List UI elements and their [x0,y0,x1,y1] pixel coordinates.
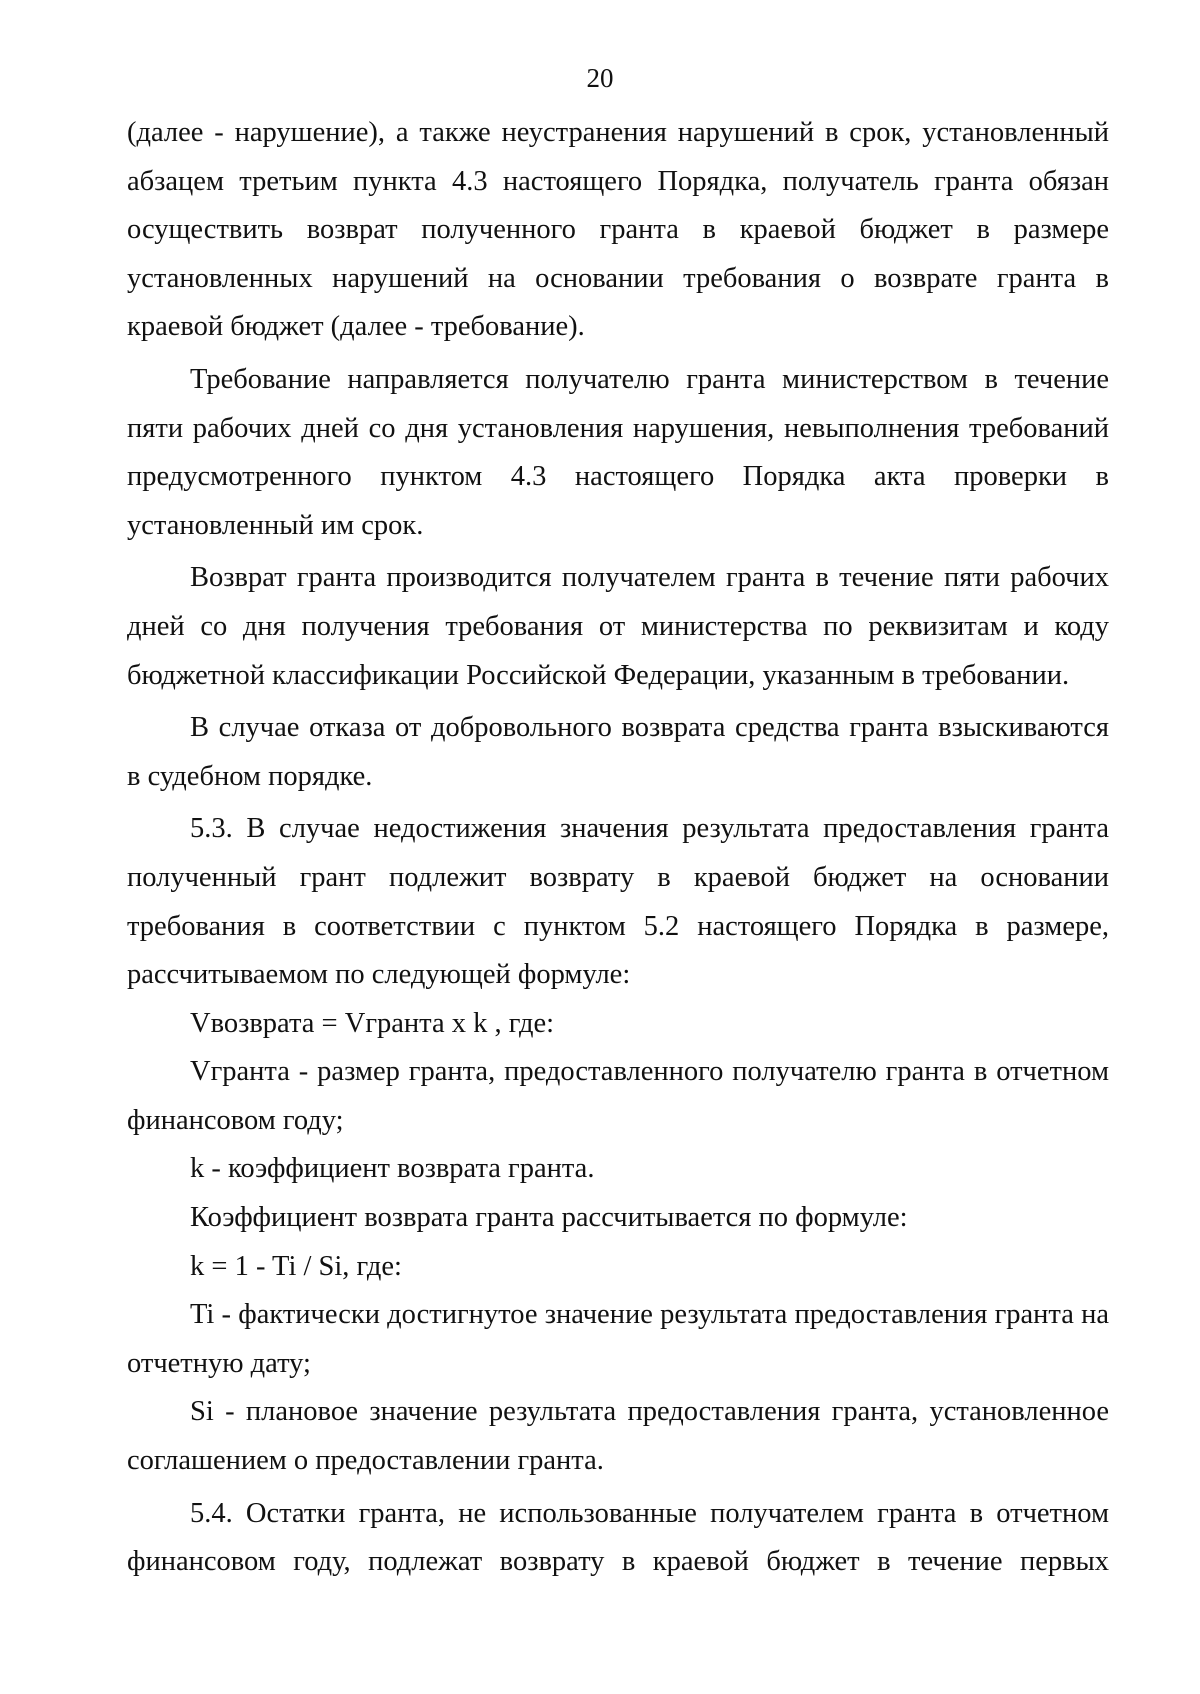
formula-coefficient: k = 1 - Ti / Si, где: [190,1250,402,1282]
definition-si: Si - плановое значение результата предоставления гранта, установленное соглашением о предоставлении гранта. [127,1396,1109,1477]
definition-grant-amount: Vгранта - размер гранта, предоставленного получателю гранта в отчетном финансовом году; [127,1056,1109,1136]
paragraph-grant-return-terms: Возврат гранта производится получателем гранта в течение пяти рабочих дней со дня получения требования от министерства по реквизитам и коду бюджетной классификации Российской Федерации, указанным в требовании. [127,562,1109,691]
page-number: 20 [586,63,614,93]
paragraph-coefficient-formula-intro: Коэффициент возврата гранта рассчитывается по формуле: [190,1202,908,1234]
paragraph-violation-return: (далее - нарушение), а также неустранения нарушений в срок, установленный абзацем третьим пункта 4.3 настоящего Порядка, получатель гранта обязан осуществить возврат полученного гранта в краевой бюджет в размере установленных нарушений на основании требования о возврате гранта в краевой бюджет (далее - требование). [127,117,1109,343]
definition-k: k - коэффициент возврата гранта. [190,1153,595,1185]
paragraph-judicial-recovery: В случае отказа от добровольного возврата средства гранта взыскиваются в судебном порядке. [127,712,1109,792]
formula-return-amount: Vвозврата = Vгранта x k , где: [190,1007,555,1039]
document-body [127,109,1109,1587]
paragraph-5-4: 5.4. Остатки гранта, не использованные получателем гранта в отчетном финансовом году, подлежат возврату в краевой бюджет в течение первых [127,1497,1109,1578]
definition-ti: Ti - фактически достигнутое значение результата предоставления гранта на отчетную дату; [127,1299,1109,1379]
paragraph-requirement-sending: Требование направляется получателю гранта министерством в течение пяти рабочих дней со дня установления нарушения, невыполнения требований предусмотренного пунктом 4.3 настоящего Порядка акта проверки в установленный им срок. [127,363,1109,541]
paragraph-5-3: 5.3. В случае недостижения значения результата предоставления гранта полученный грант подлежит возврату в краевой бюджет на основании требования в соответствии с пунктом 5.2 настоящего Порядка в размере, рассчитываемом по следующей формуле: [127,813,1109,991]
